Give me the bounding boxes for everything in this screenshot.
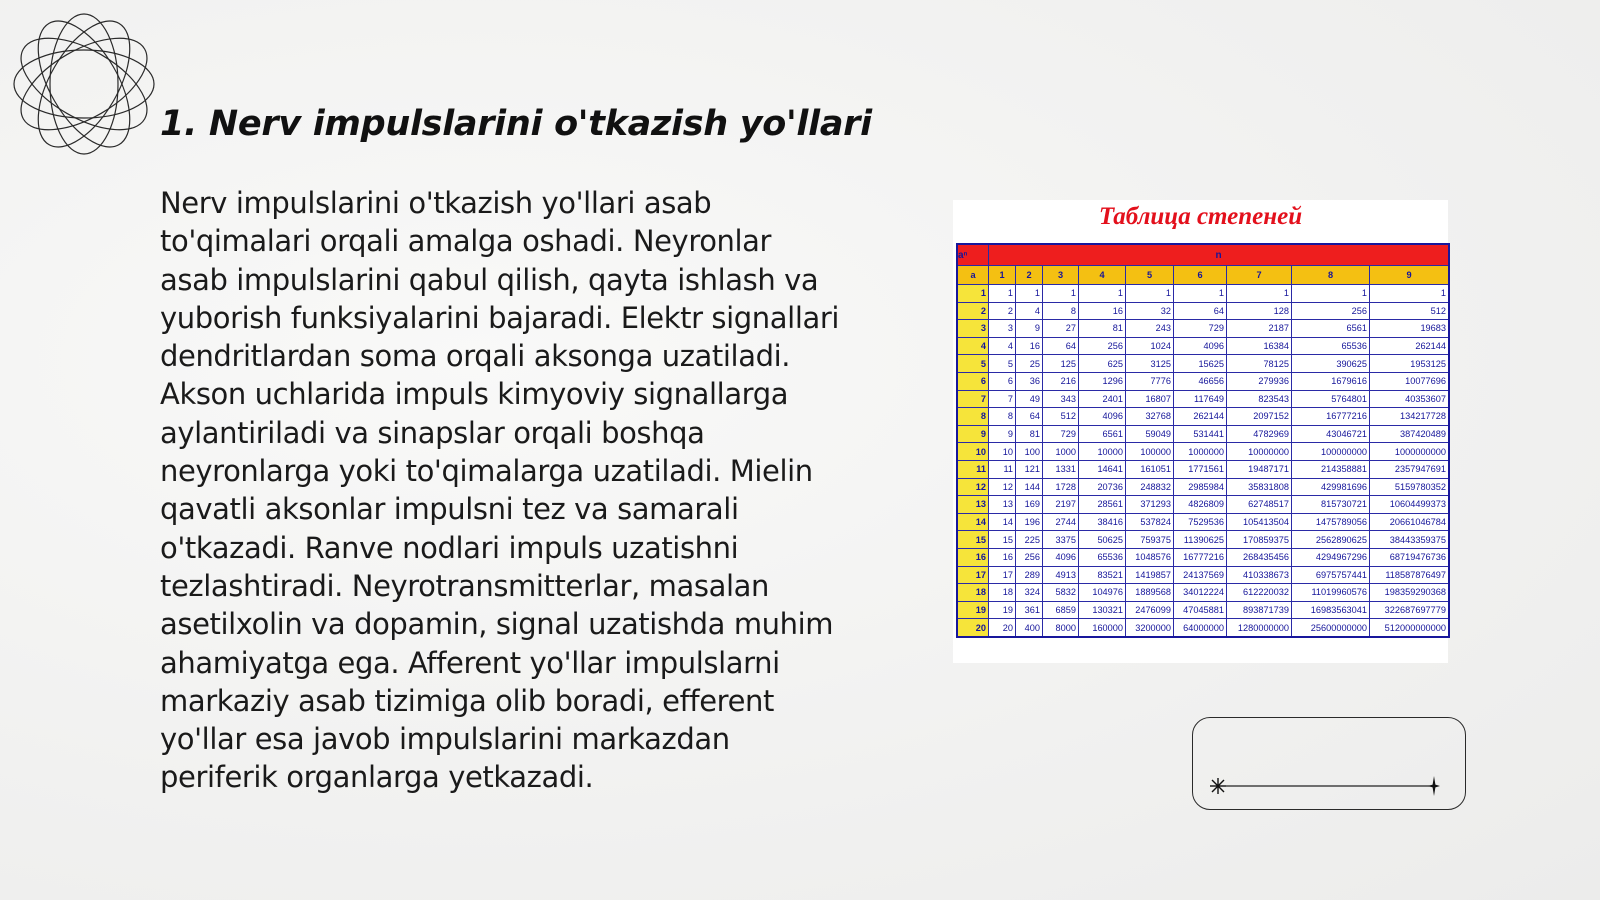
- table-cell: 1: [1292, 285, 1370, 303]
- table-cell: 46656: [1174, 372, 1227, 390]
- table-cell: 64: [1174, 302, 1227, 320]
- table-cell: 322687697779: [1370, 601, 1450, 619]
- table-cell: 7529536: [1174, 513, 1227, 531]
- table-cell: 130321: [1079, 601, 1126, 619]
- table-row: [957, 548, 1449, 566]
- table-row: [957, 408, 1449, 426]
- table-cell: 35831808: [1227, 478, 1292, 496]
- table-cell: 1: [1016, 285, 1043, 303]
- table-row: [957, 302, 1449, 320]
- table-cell: 2562890625: [1292, 531, 1370, 549]
- powers-table: [956, 243, 1450, 638]
- table-header-cell: 4: [1079, 266, 1126, 285]
- row-base-cell: 9: [957, 425, 989, 443]
- table-cell: 531441: [1174, 425, 1227, 443]
- table-row: [957, 390, 1449, 408]
- table-cell: 3200000: [1126, 619, 1174, 637]
- table-header-cell: 3: [1043, 266, 1079, 285]
- table-cell: 410338673: [1227, 566, 1292, 584]
- row-base-cell: 7: [957, 390, 989, 408]
- table-cell: 9: [1016, 320, 1043, 338]
- row-base-cell: 19: [957, 601, 989, 619]
- table-cell: 2187: [1227, 320, 1292, 338]
- row-base-cell: 11: [957, 460, 989, 478]
- table-cell: 2197: [1043, 496, 1079, 514]
- table-cell: 1419857: [1126, 566, 1174, 584]
- table-cell: 49: [1016, 390, 1043, 408]
- table-cell: 10: [989, 443, 1016, 461]
- table-cell: 815730721: [1292, 496, 1370, 514]
- table-cell: 3125: [1126, 355, 1174, 373]
- table-cell: 256: [1292, 302, 1370, 320]
- row-base-cell: 5: [957, 355, 989, 373]
- table-cell: 36: [1016, 372, 1043, 390]
- table-cell: 262144: [1370, 337, 1450, 355]
- table-cell: 759375: [1126, 531, 1174, 549]
- table-cell: 5832: [1043, 584, 1079, 602]
- table-cell: 279936: [1227, 372, 1292, 390]
- table-cell: 18: [989, 584, 1016, 602]
- table-cell: 16: [1079, 302, 1126, 320]
- table-cell: 324: [1016, 584, 1043, 602]
- slide-title: 1. Nerv impulslarini o'tkazish yo'llari: [160, 104, 872, 144]
- table-cell: 6561: [1292, 320, 1370, 338]
- table-cell: 343: [1043, 390, 1079, 408]
- table-cell: 38443359375: [1370, 531, 1450, 549]
- row-base-cell: 17: [957, 566, 989, 584]
- table-cell: 512: [1043, 408, 1079, 426]
- table-cell: 612220032: [1227, 584, 1292, 602]
- table-cell: 387420489: [1370, 425, 1450, 443]
- row-base-cell: 10: [957, 443, 989, 461]
- table-cell: 225: [1016, 531, 1043, 549]
- table-cell: 19683: [1370, 320, 1450, 338]
- row-base-cell: 4: [957, 337, 989, 355]
- table-cell: 38416: [1079, 513, 1126, 531]
- table-cell: 512000000000: [1370, 619, 1450, 637]
- table-cell: 16777216: [1174, 548, 1227, 566]
- table-header-cell: 8: [1292, 266, 1370, 285]
- table-cell: 1000: [1043, 443, 1079, 461]
- table-cell: 10077696: [1370, 372, 1450, 390]
- caption-n-label: n: [989, 244, 1450, 266]
- table-header-row: [957, 266, 1449, 285]
- table-cell: 144: [1016, 478, 1043, 496]
- table-cell: 125: [1043, 355, 1079, 373]
- table-cell: 16: [989, 548, 1016, 566]
- table-cell: 1000000000: [1370, 443, 1450, 461]
- table-cell: 50625: [1079, 531, 1126, 549]
- table-cell: 20736: [1079, 478, 1126, 496]
- sparkle-icon: [1210, 778, 1226, 794]
- row-base-cell: 13: [957, 496, 989, 514]
- table-cell: 361: [1016, 601, 1043, 619]
- table-cell: 1296: [1079, 372, 1126, 390]
- table-cell: 14: [989, 513, 1016, 531]
- table-cell: 4782969: [1227, 425, 1292, 443]
- table-row: [957, 337, 1449, 355]
- table-cell: 10000: [1079, 443, 1126, 461]
- table-cell: 65536: [1079, 548, 1126, 566]
- table-row: [957, 513, 1449, 531]
- table-cell: 64: [1043, 337, 1079, 355]
- table-cell: 10000000: [1227, 443, 1292, 461]
- table-cell: 1: [1174, 285, 1227, 303]
- table-cell: 15625: [1174, 355, 1227, 373]
- table-cell: 9: [989, 425, 1016, 443]
- powers-table-image: [953, 200, 1448, 663]
- table-cell: 47045881: [1174, 601, 1227, 619]
- table-cell: 100000000: [1292, 443, 1370, 461]
- table-cell: 1: [1227, 285, 1292, 303]
- table-cell: 5764801: [1292, 390, 1370, 408]
- table-cell: 1024: [1126, 337, 1174, 355]
- star-icon: [1428, 776, 1440, 796]
- table-cell: 68719476736: [1370, 548, 1450, 566]
- table-cell: 16384: [1227, 337, 1292, 355]
- table-cell: 2: [989, 302, 1016, 320]
- row-base-cell: 8: [957, 408, 989, 426]
- circle-ornament-logo: [10, 10, 158, 158]
- table-row: [957, 531, 1449, 549]
- table-cell: 10604499373: [1370, 496, 1450, 514]
- table-cell: 2097152: [1227, 408, 1292, 426]
- table-cell: 390625: [1292, 355, 1370, 373]
- table-cell: 625: [1079, 355, 1126, 373]
- table-cell: 6: [989, 372, 1016, 390]
- table-cell: 11: [989, 460, 1016, 478]
- table-cell: 59049: [1126, 425, 1174, 443]
- table-cell: 169: [1016, 496, 1043, 514]
- table-row: [957, 601, 1449, 619]
- table-cell: 7776: [1126, 372, 1174, 390]
- table-cell: 4096: [1043, 548, 1079, 566]
- table-cell: 104976: [1079, 584, 1126, 602]
- table-cell: 512: [1370, 302, 1450, 320]
- table-header-cell: 2: [1016, 266, 1043, 285]
- table-header-cell: 9: [1370, 266, 1450, 285]
- table-cell: 64000000: [1174, 619, 1227, 637]
- table-cell: 371293: [1126, 496, 1174, 514]
- table-caption-row: [957, 244, 1449, 266]
- row-base-cell: 1: [957, 285, 989, 303]
- table-cell: 1889568: [1126, 584, 1174, 602]
- table-cell: 11019960576: [1292, 584, 1370, 602]
- table-cell: 15: [989, 531, 1016, 549]
- table-cell: 6561: [1079, 425, 1126, 443]
- table-cell: 1953125: [1370, 355, 1450, 373]
- table-cell: 2401: [1079, 390, 1126, 408]
- table-cell: 729: [1043, 425, 1079, 443]
- table-row: [957, 355, 1449, 373]
- table-cell: 243: [1126, 320, 1174, 338]
- table-cell: 1: [1079, 285, 1126, 303]
- table-cell: 40353607: [1370, 390, 1450, 408]
- navigation-line: [1208, 776, 1444, 796]
- table-row: [957, 425, 1449, 443]
- table-cell: 1048576: [1126, 548, 1174, 566]
- table-cell: 893871739: [1227, 601, 1292, 619]
- table-cell: 8000: [1043, 619, 1079, 637]
- table-cell: 64: [1016, 408, 1043, 426]
- table-cell: 2357947691: [1370, 460, 1450, 478]
- table-cell: 81: [1016, 425, 1043, 443]
- table-cell: 83521: [1079, 566, 1126, 584]
- table-header-cell: a: [957, 266, 989, 285]
- table-cell: 196: [1016, 513, 1043, 531]
- table-cell: 27: [1043, 320, 1079, 338]
- table-cell: 19487171: [1227, 460, 1292, 478]
- table-cell: 1331: [1043, 460, 1079, 478]
- navigation-box: [1192, 717, 1466, 810]
- table-cell: 128: [1227, 302, 1292, 320]
- table-cell: 268435456: [1227, 548, 1292, 566]
- table-cell: 34012224: [1174, 584, 1227, 602]
- row-base-cell: 15: [957, 531, 989, 549]
- table-cell: 1771561: [1174, 460, 1227, 478]
- table-cell: 5: [989, 355, 1016, 373]
- table-row: [957, 619, 1449, 637]
- table-cell: 1: [1043, 285, 1079, 303]
- table-cell: 134217728: [1370, 408, 1450, 426]
- table-cell: 20661046784: [1370, 513, 1450, 531]
- table-cell: 2476099: [1126, 601, 1174, 619]
- table-cell: 1728: [1043, 478, 1079, 496]
- table-cell: 5159780352: [1370, 478, 1450, 496]
- table-cell: 118587876497: [1370, 566, 1450, 584]
- table-cell: 4: [989, 337, 1016, 355]
- table-row: [957, 285, 1449, 303]
- table-cell: 1000000: [1174, 443, 1227, 461]
- table-cell: 4294967296: [1292, 548, 1370, 566]
- table-cell: 8: [1043, 302, 1079, 320]
- table-cell: 17: [989, 566, 1016, 584]
- table-cell: 100: [1016, 443, 1043, 461]
- table-cell: 400: [1016, 619, 1043, 637]
- table-cell: 24137569: [1174, 566, 1227, 584]
- table-cell: 4826809: [1174, 496, 1227, 514]
- table-cell: 3375: [1043, 531, 1079, 549]
- table-cell: 170859375: [1227, 531, 1292, 549]
- table-cell: 65536: [1292, 337, 1370, 355]
- table-cell: 20: [989, 619, 1016, 637]
- table-header-cell: 5: [1126, 266, 1174, 285]
- body-paragraph: Nerv impulslarini o'tkazish yo'llari asab to'qimalari orqali amalga oshadi. Neyronlar asab impulslarini qabul qilish, qayta ishlash va yuborish funksiyalarini bajaradi. Elektr signallari dendritlardan soma orqali aksonga uzatiladi. Akson uchlarida impuls kimyoviy signallarga aylantiriladi va sinapslar orqali boshqa neyronlarga yoki to'qimalarga uzatiladi. Mielin qavatli aksonlar impulsni tez va samarali o'tkazadi. Ranve nodlari impuls uzatishni tezlashtiradi. Neyrotransmitterlar, masalan asetilxolin va dopamin, signal uzatishda muhim ahamiyatga ega. Afferent yo'llar impulslarni markaziy asab tizimiga olib boradi, efferent yo'llar esa javob impulslarini markazdan periferik organlarga yetkazadi.: [160, 186, 840, 795]
- table-cell: 4096: [1174, 337, 1227, 355]
- table-cell: 2985984: [1174, 478, 1227, 496]
- table-cell: 1475789056: [1292, 513, 1370, 531]
- table-row: [957, 443, 1449, 461]
- table-header-cell: 6: [1174, 266, 1227, 285]
- table-row: [957, 496, 1449, 514]
- table-cell: 4096: [1079, 408, 1126, 426]
- table-cell: 160000: [1079, 619, 1126, 637]
- table-cell: 121: [1016, 460, 1043, 478]
- table-header-cell: 7: [1227, 266, 1292, 285]
- table-cell: 25600000000: [1292, 619, 1370, 637]
- table-cell: 1: [1370, 285, 1450, 303]
- table-cell: 4913: [1043, 566, 1079, 584]
- row-base-cell: 20: [957, 619, 989, 637]
- table-cell: 78125: [1227, 355, 1292, 373]
- table-cell: 161051: [1126, 460, 1174, 478]
- table-row: [957, 320, 1449, 338]
- table-cell: 43046721: [1292, 425, 1370, 443]
- table-cell: 25: [1016, 355, 1043, 373]
- row-base-cell: 16: [957, 548, 989, 566]
- table-cell: 537824: [1126, 513, 1174, 531]
- row-base-cell: 14: [957, 513, 989, 531]
- table-cell: 3: [989, 320, 1016, 338]
- table-cell: 16777216: [1292, 408, 1370, 426]
- table-cell: 32: [1126, 302, 1174, 320]
- table-cell: 12: [989, 478, 1016, 496]
- table-cell: 11390625: [1174, 531, 1227, 549]
- table-cell: 28561: [1079, 496, 1126, 514]
- table-cell: 6859: [1043, 601, 1079, 619]
- caption-corner-label: aⁿ: [957, 244, 989, 266]
- row-base-cell: 2: [957, 302, 989, 320]
- table-cell: 32768: [1126, 408, 1174, 426]
- table-cell: 105413504: [1227, 513, 1292, 531]
- table-cell: 214358881: [1292, 460, 1370, 478]
- table-cell: 8: [989, 408, 1016, 426]
- table-cell: 429981696: [1292, 478, 1370, 496]
- table-row: [957, 478, 1449, 496]
- table-cell: 256: [1079, 337, 1126, 355]
- table-cell: 7: [989, 390, 1016, 408]
- table-cell: 16: [1016, 337, 1043, 355]
- table-cell: 62748517: [1227, 496, 1292, 514]
- table-row: [957, 372, 1449, 390]
- table-cell: 117649: [1174, 390, 1227, 408]
- table-cell: 248832: [1126, 478, 1174, 496]
- table-cell: 1: [1126, 285, 1174, 303]
- table-cell: 823543: [1227, 390, 1292, 408]
- table-cell: 14641: [1079, 460, 1126, 478]
- table-cell: 2744: [1043, 513, 1079, 531]
- table-row: [957, 566, 1449, 584]
- table-row: [957, 460, 1449, 478]
- table-cell: 198359290368: [1370, 584, 1450, 602]
- table-cell: 100000: [1126, 443, 1174, 461]
- table-cell: 729: [1174, 320, 1227, 338]
- table-cell: 1280000000: [1227, 619, 1292, 637]
- table-cell: 81: [1079, 320, 1126, 338]
- table-cell: 262144: [1174, 408, 1227, 426]
- table-cell: 1: [989, 285, 1016, 303]
- row-base-cell: 6: [957, 372, 989, 390]
- table-cell: 216: [1043, 372, 1079, 390]
- table-cell: 289: [1016, 566, 1043, 584]
- table-row: [957, 584, 1449, 602]
- table-header-cell: 1: [989, 266, 1016, 285]
- row-base-cell: 18: [957, 584, 989, 602]
- table-title: Таблица степеней: [1098, 203, 1303, 230]
- table-cell: 16807: [1126, 390, 1174, 408]
- row-base-cell: 12: [957, 478, 989, 496]
- table-cell: 1679616: [1292, 372, 1370, 390]
- table-cell: 4: [1016, 302, 1043, 320]
- table-cell: 16983563041: [1292, 601, 1370, 619]
- table-cell: 19: [989, 601, 1016, 619]
- table-cell: 6975757441: [1292, 566, 1370, 584]
- table-cell: 13: [989, 496, 1016, 514]
- row-base-cell: 3: [957, 320, 989, 338]
- table-cell: 256: [1016, 548, 1043, 566]
